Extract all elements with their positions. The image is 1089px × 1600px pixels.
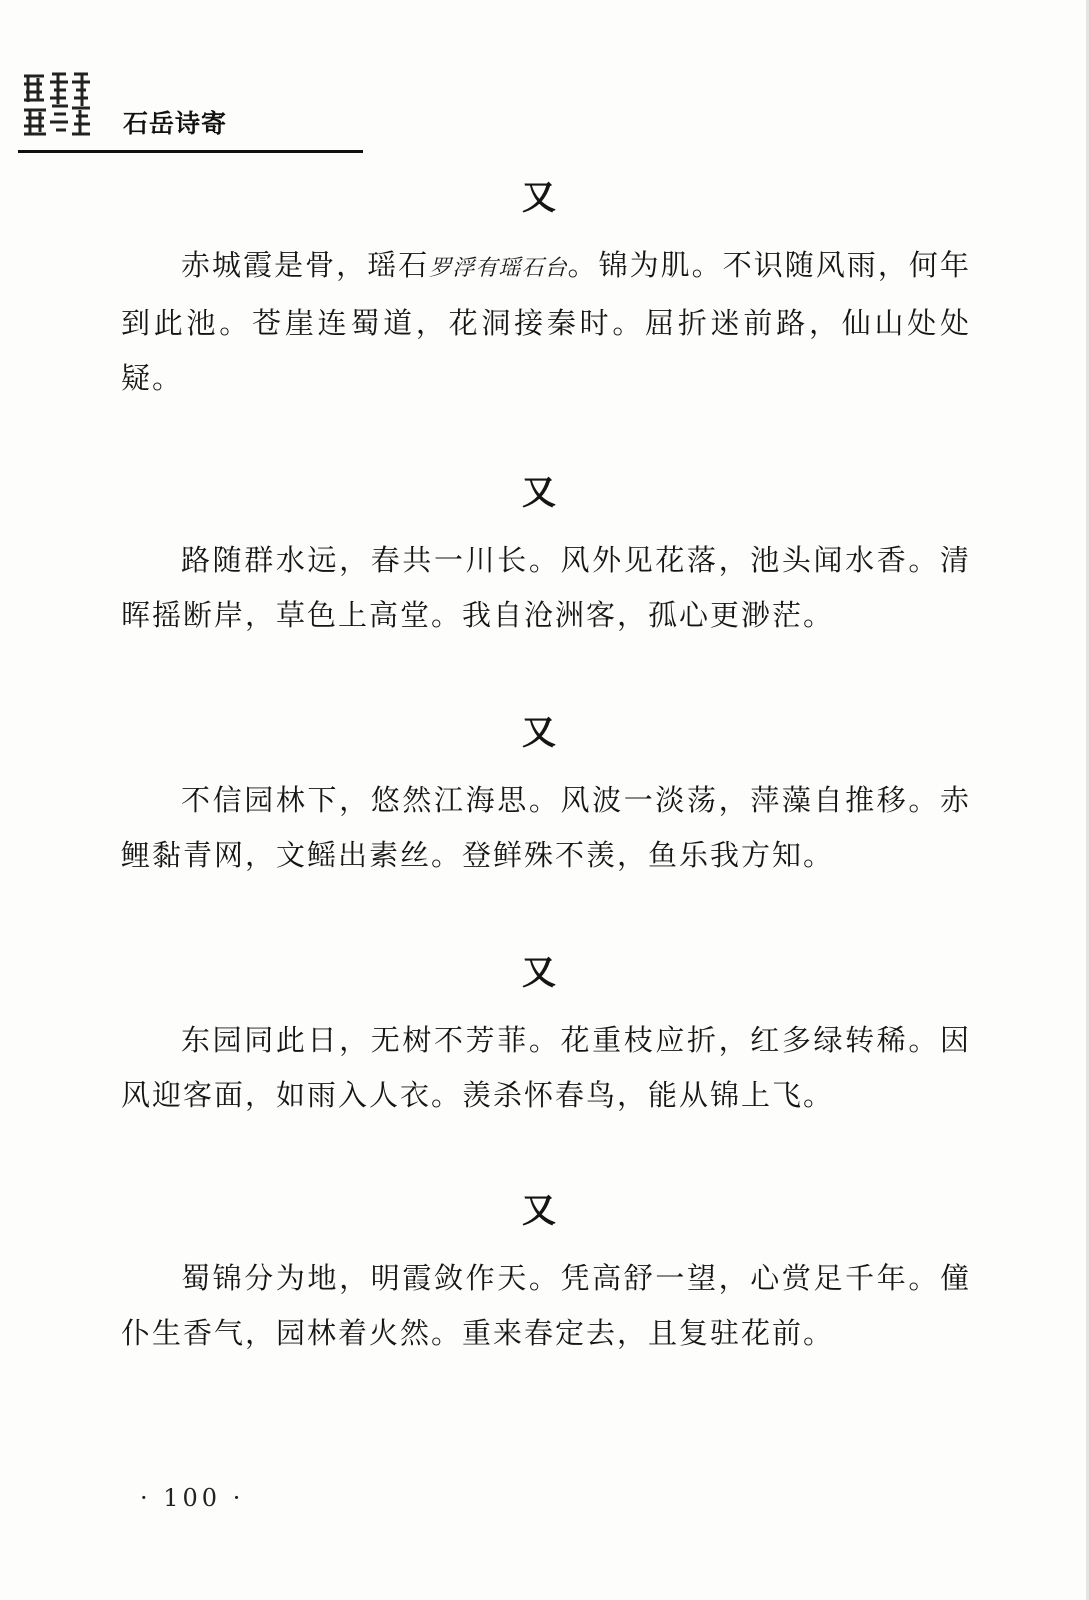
poem-text: 蜀锦分为地，明霞敛作天。凭高舒一望，心赏足千年。僮仆生香气，园林着火然。重来春定去，且复驻花前。 [121,1261,971,1350]
poem-4 [121,953,971,1123]
poem-title: 又 [522,178,556,218]
seal-stamp-icon [20,68,92,140]
poem-text: 路随群水远，春共一川长。风外见花落，池头闻水香。清晖摇断岸，草色上高堂。我自沧洲客，孤心更渺茫。 [121,543,971,632]
poem-5 [121,1191,971,1361]
poem-1 [121,178,971,406]
poem-3 [121,713,971,883]
poem-text: 东园同此日，无树不芳菲。花重枝应折，红多绿转稀。因风迎客面，如雨入人衣。羡杀怀春鸟，能从锦上飞。 [121,1023,971,1112]
poem-title: 又 [522,1191,556,1231]
poem-annotation: 罗浮有瑶石台 [429,256,568,281]
book-title: 石岳诗寄 [123,109,228,138]
poem-2 [121,473,971,643]
poem-title: 又 [522,473,556,513]
poem-text: 不信园林下，悠然江海思。风波一淡荡，萍藻自推移。赤鲤黏青网，文鳐出素丝。登鲜殊不羡，鱼乐我方知。 [121,783,971,872]
poem-text-before-note: 赤城霞是骨，瑶石 [181,248,430,282]
poem-text-after-note: 。锦为肌。不识随风雨，何年到此池。苍崖连蜀道，花洞接秦时。屈折迷前路，仙山处处疑。 [121,248,971,395]
poem-text [121,238,971,406]
header-rule [18,150,363,153]
poem-title: 又 [522,713,556,753]
page-header [18,66,363,156]
page-number: · 100 · [140,1484,245,1512]
poem-title: 又 [522,953,556,993]
